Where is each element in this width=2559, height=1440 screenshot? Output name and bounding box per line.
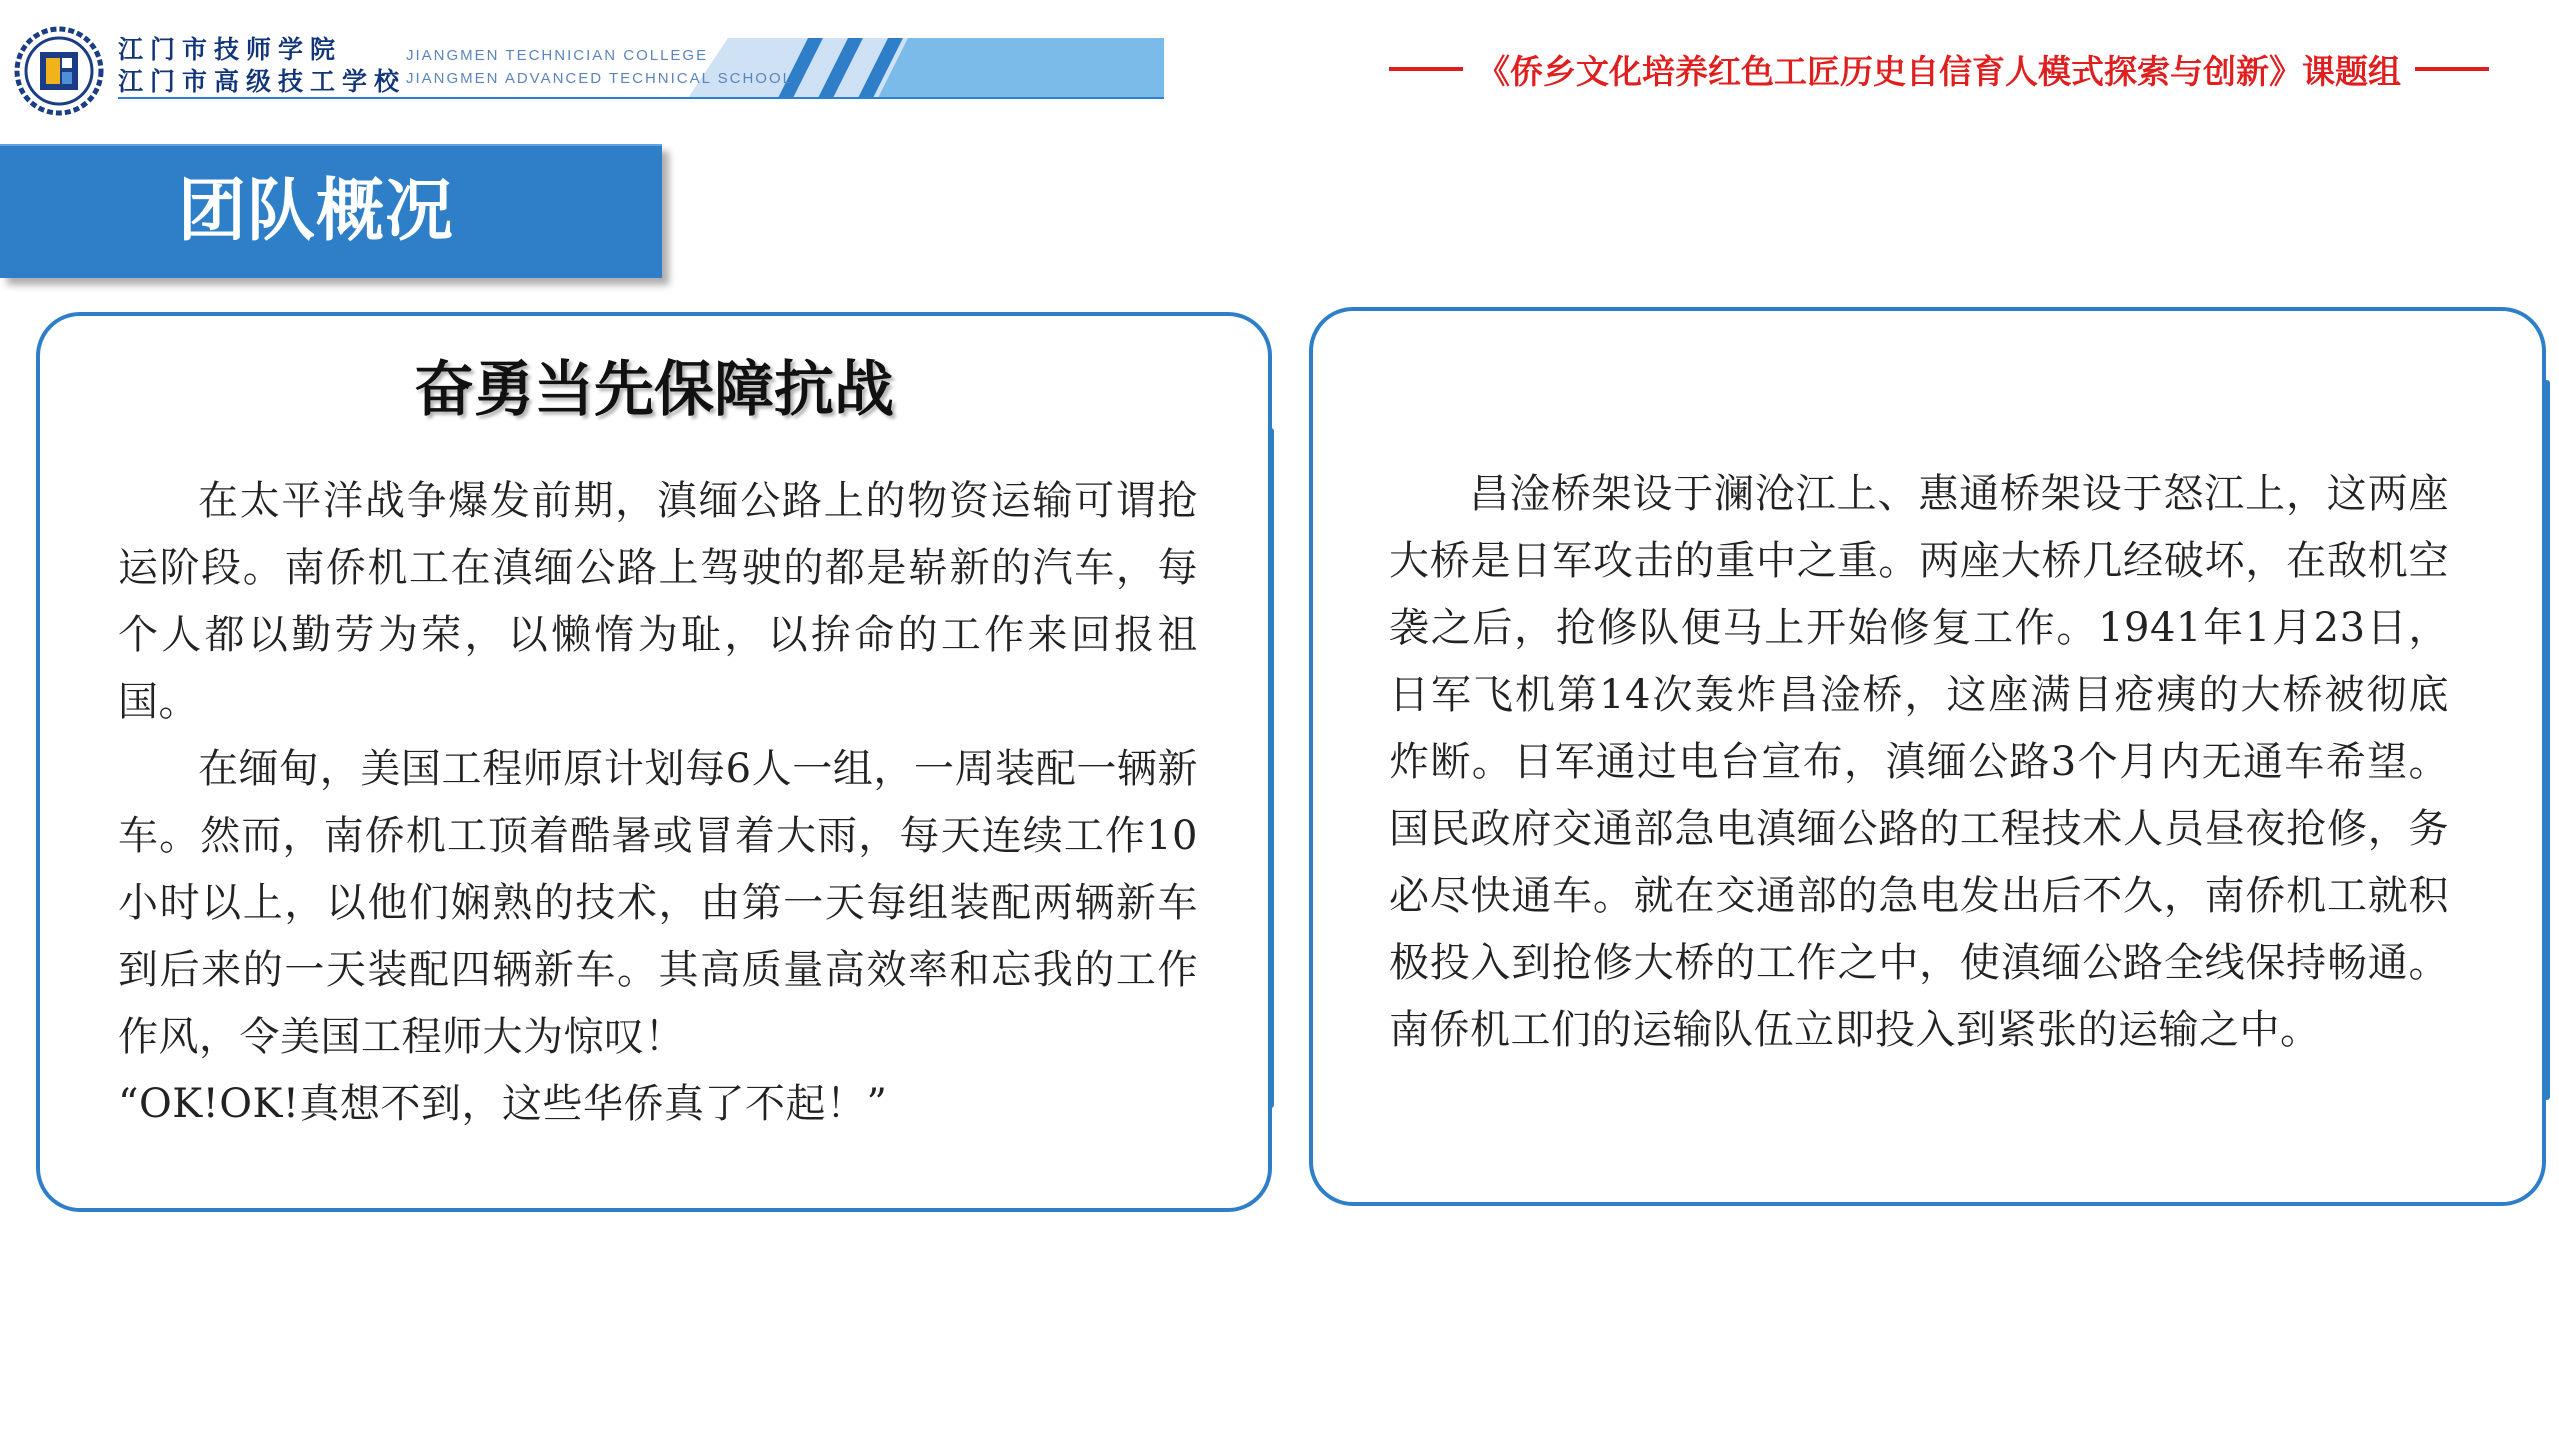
school-name-cn-block	[118, 34, 406, 98]
school-name-cn-1: 江门市技师学院	[118, 35, 343, 64]
right-paragraph-1: 昌淦桥架设于澜沧江上、惠通桥架设于怒江上，这两座大桥是日军攻击的重中之重。两座大桥几经破坏，在敌机空袭之后，抢修队便马上开始修复工作。1941年1月23日，日军飞机第14次轰炸昌淦桥，这座满目疮痍的大桥被彻底炸断。日军通过电台宣布，滇缅公路3个月内无通车希望。国民政府交通部急电滇缅公路的工程技术人员昼夜抢修，务必尽快通车。就在交通部的急电发出后不久，南侨机工就积极投入到抢修大桥的工作之中，使滇缅公路全线保持畅通。南侨机工们的运输队伍立即投入到紧张的运输之中。	[1389, 471, 2449, 1053]
school-name-en-2: JIANGMEN ADVANCED TECHNICAL SCHOOL	[406, 70, 793, 87]
section-title: 团队概况	[178, 172, 455, 251]
left-content-panel	[36, 312, 1272, 1212]
title-dash-left	[1389, 67, 1463, 71]
left-panel-heading: 奋勇当先保障抗战	[414, 355, 894, 425]
left-paragraph-2: 在缅甸，美国工程师原计划每6人一组，一周装配一辆新车。然而，南侨机工顶着酷暑或冒着大雨，每天连续工作10小时以上，以他们娴熟的技术，由第一天每组装配两辆新车到后来的一天装配四辆新车。其高质量高效率和忘我的工作作风，令美国工程师大为惊叹！	[118, 746, 1198, 1060]
project-title-text: 《侨乡文化培养红色工匠历史自信育人模式探索与创新》课题组	[1477, 51, 2401, 91]
school-name-en-block	[406, 44, 793, 90]
project-title	[1389, 44, 2489, 94]
school-name-cn-2: 江门市高级技工学校	[118, 67, 407, 96]
school-name-en-1: JIANGMEN TECHNICIAN COLLEGE	[406, 47, 709, 64]
section-banner	[0, 144, 662, 278]
left-paragraph-1: 在太平洋战争爆发前期，滇缅公路上的物资运输可谓抢运阶段。南侨机工在滇缅公路上驾驶的都是崭新的汽车，每个人都以勤劳为荣，以懒惰为耻，以拚命的工作来回报祖国。	[118, 478, 1198, 725]
left-panel-body	[118, 468, 1198, 1138]
right-panel-body	[1389, 461, 2449, 1064]
school-logo	[14, 26, 104, 116]
school-emblem-icon	[14, 26, 104, 116]
left-quote: “OK!OK!真想不到，这些华侨真了不起！”	[118, 1081, 888, 1127]
title-dash-right	[2415, 67, 2489, 71]
right-content-panel	[1309, 307, 2546, 1206]
